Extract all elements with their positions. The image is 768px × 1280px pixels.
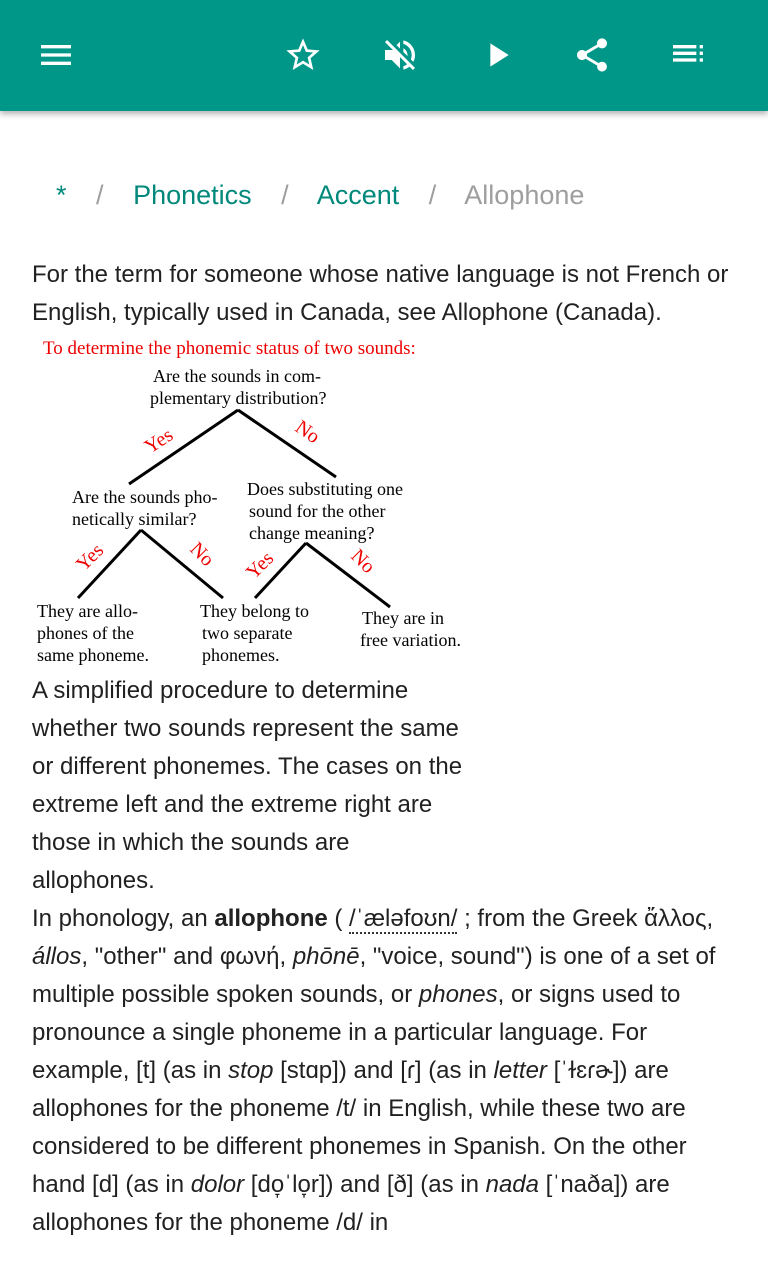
diagram-leaf-free-variation: free variation. — [360, 630, 461, 650]
breadcrumb-home[interactable]: * — [56, 180, 67, 210]
breadcrumb-phonetics[interactable]: Phonetics — [133, 180, 252, 210]
intro-hatnote: For the term for someone whose native language is not French or English, typically used in Canada, see Allophone (Canada). — [32, 261, 729, 326]
italic-term: állos — [32, 943, 82, 970]
text-run: [ˈɫɛɾɚ]) are allophones for the phoneme /t/ in English, while these two are considered to be different phonemes in Spanish. On the other hand [d] (as in — [32, 1057, 687, 1198]
diagram-leaf-separate: two separate — [202, 623, 293, 643]
phoneme-decision-diagram — [0, 332, 480, 672]
text-run: ( — [327, 905, 350, 932]
diagram-leaf-allophones: phones of the — [37, 623, 134, 643]
diagram-yes-label: Yes — [241, 547, 279, 584]
breadcrumb-separator: / — [428, 180, 437, 210]
diagram-root-line: Are the sounds in com- — [153, 366, 321, 386]
diagram-right-question: Does substituting one — [247, 479, 403, 499]
diagram-no-label: No — [185, 537, 219, 571]
diagram-yes-label: Yes — [140, 423, 178, 459]
breadcrumb-separator: / — [96, 180, 104, 210]
text-run: [stɑp]) and [ɾ] (as in — [273, 1057, 494, 1084]
breadcrumb-current: Allophone — [464, 180, 585, 210]
ipa-pronunciation[interactable]: /ˈæləfoʊn/ — [349, 905, 458, 932]
diagram-no-label: No — [291, 416, 324, 449]
breadcrumb — [56, 180, 606, 211]
italic-term: stop — [228, 1057, 274, 1084]
star-icon[interactable] — [279, 31, 327, 79]
text-run: , or signs used to pronounce a single phoneme in a particular language. For example, [t] (as in — [32, 981, 681, 1084]
diagram-no-label: No — [346, 544, 380, 578]
app-toolbar — [0, 0, 768, 111]
italic-term: dolor — [190, 1171, 245, 1198]
text-run: [do̞ˈlo̞r]) and [ð] (as in — [244, 1171, 486, 1198]
diagram-left-question: netically similar? — [72, 509, 197, 529]
diagram-root-line: plementary distribution? — [150, 388, 327, 408]
italic-term: letter — [493, 1057, 547, 1084]
article-content — [32, 256, 742, 1242]
breadcrumb-accent[interactable]: Accent — [316, 180, 400, 210]
diagram-leaf-separate: phonemes. — [202, 645, 280, 665]
diagram-title: To determine the phonemic status of two sounds: — [43, 338, 416, 359]
share-icon[interactable] — [568, 31, 616, 79]
diagram-leaf-allophones: They are allo- — [37, 601, 138, 621]
text-run: , "voice, sound") is one of a set of multiple possible spoken sounds, or — [32, 943, 716, 1008]
text-run: In phonology, an — [32, 905, 215, 932]
diagram-caption: A simplified procedure to determine whether two sounds represent the same or different phonemes. The cases on the extreme left and the extreme right are those in which the sounds are allophones. — [32, 677, 463, 894]
text-run: [ˈnaða]) are allophones for the phoneme /d/ in — [32, 1171, 670, 1236]
text-run: , "other" and φωνή, — [81, 943, 293, 970]
diagram-left-question: Are the sounds pho- — [72, 487, 218, 507]
text-run: ; from the Greek ἄλλος, — [457, 905, 714, 932]
diagram-yes-label: Yes — [71, 539, 109, 576]
diagram-right-question: change meaning? — [249, 523, 375, 543]
breadcrumb-separator: / — [281, 180, 289, 210]
diagram-leaf-free-variation: They are in — [362, 608, 444, 628]
diagram-leaf-allophones: same phoneme. — [37, 645, 149, 665]
term-bold: allophone — [214, 905, 328, 932]
volume-off-icon[interactable] — [376, 31, 424, 79]
diagram-leaf-separate: They belong to — [200, 601, 309, 621]
italic-term: phones — [418, 981, 498, 1008]
menu-icon[interactable] — [32, 31, 80, 79]
diagram-right-question: sound for the other — [249, 501, 386, 521]
play-icon[interactable] — [473, 31, 521, 79]
playlist-icon[interactable] — [664, 31, 712, 79]
italic-term: phōnē — [292, 943, 360, 970]
italic-term: nada — [485, 1171, 539, 1198]
body-paragraph — [32, 900, 742, 1242]
